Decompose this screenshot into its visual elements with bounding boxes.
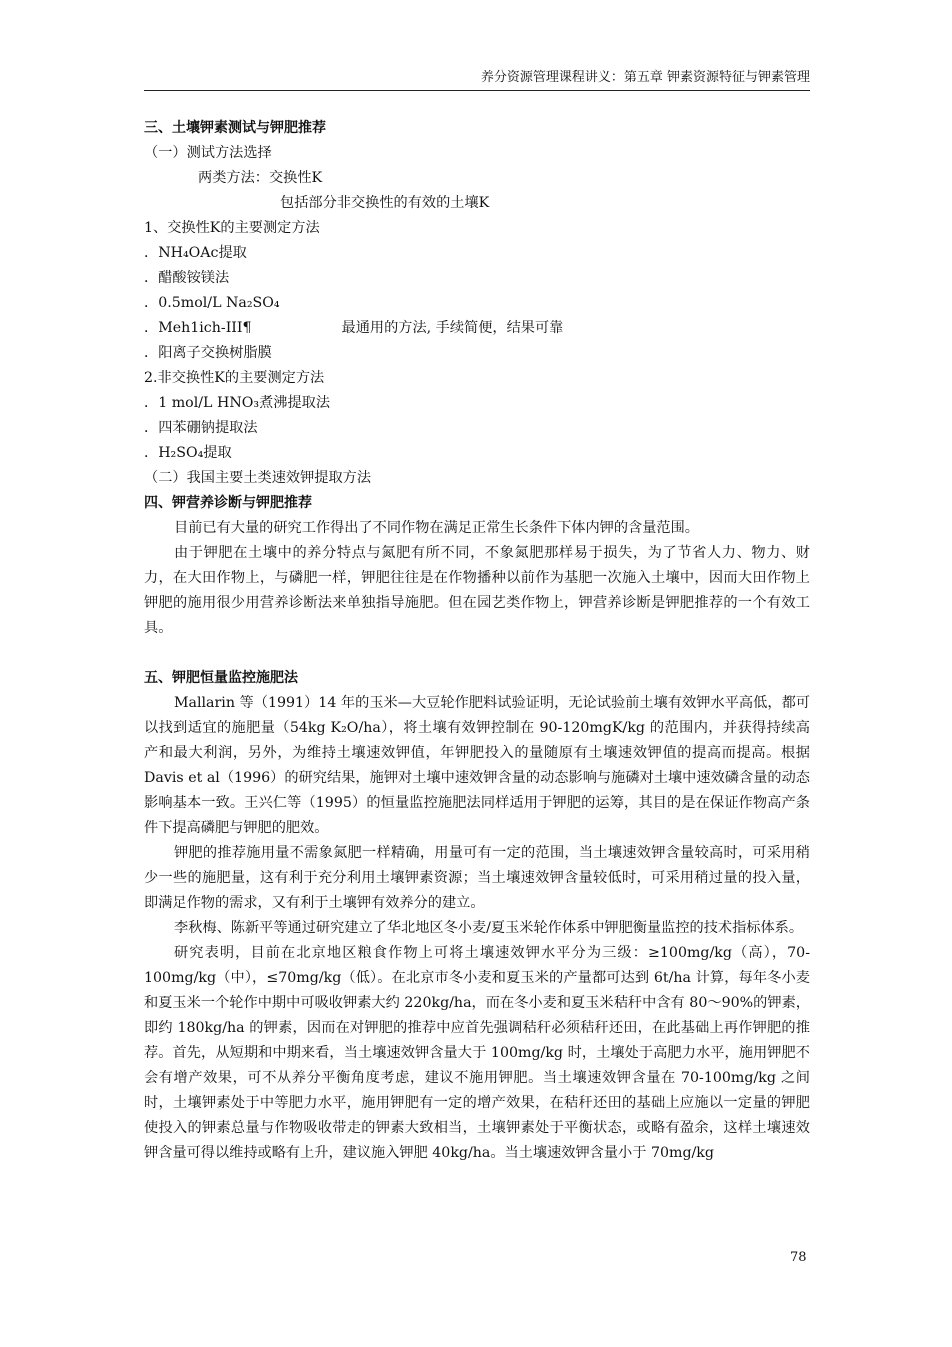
two-methods: 两类方法：交换性K bbox=[198, 170, 323, 186]
section-5-paragraph-1: Mallarin 等（1991）14 年的玉米—大豆轮作肥料试验证明，无论试验前土壤有效钾水平高低，都可以找到适宜的施肥量（54kg K₂O/ha），将土壤有效钾控制在 90-120mgK/kg 的范围内，并获得持续高产和最大利润，另外，为维持土壤速效钾值，年钾肥投入的量随原有土壤速效钾值的提高而提高。根据 Davis et al（1996）的研究结果，施钾对土壤中速效钾含量的动态影响与施磷对土壤中速效磷含量的动态影响基本一致。王兴仁等（1995）的恒量监控施肥法同样适用于钾肥的运筹，其目的是在保证作物高产条件下提高磷肥与钾肥的肥效。 bbox=[144, 695, 810, 836]
item-2-heading: 2.非交换性K的主要测定方法 bbox=[144, 370, 325, 386]
section-5-paragraph-3: 李秋梅、陈新平等通过研究建立了华北地区冬小麦/夏玉米轮作体系中钾肥衡量监控的技术指标体系。 bbox=[174, 920, 804, 936]
section-4-paragraph-2: 由于钾肥在土壤中的养分特点与氮肥有所不同，不象氮肥那样易于损失，为了节省人力、物力、财力，在大田作物上，与磷肥一样，钾肥往往是在作物播种以前作为基肥一次施入土壤中，因而大田作物上钾肥的施用很少用营养诊断法来单独指导施肥。但在园艺类作物上，钾营养诊断是钾肥推荐的一个有效工具。 bbox=[144, 545, 810, 636]
section-5-title: 五、钾肥恒量监控施肥法 bbox=[144, 670, 298, 686]
spacer bbox=[144, 641, 810, 666]
subsection-2: （二）我国主要土类速效钾提取方法 bbox=[144, 470, 372, 486]
method-h2so4: ．H₂SO₄提取 bbox=[144, 445, 232, 461]
includes-note: 包括部分非交换性的有效的土壤K bbox=[280, 195, 490, 211]
method-hno3: ．1 mol/L HNO₃煮沸提取法 bbox=[144, 395, 331, 411]
page-number: 78 bbox=[790, 1250, 807, 1265]
subsection-1: （一）测试方法选择 bbox=[144, 145, 272, 161]
document-body bbox=[144, 116, 810, 1166]
method-nh4oac: ．NH₄OAc提取 bbox=[144, 245, 247, 261]
section-5-paragraph-4: 研究表明，目前在北京地区粮食作物上可将土壤速效钾水平分为三级：≥100mg/kg（高），70-100mg/kg（中），≤70mg/kg（低）。在北京市冬小麦和夏玉米的产量都可达到 6t/ha 计算，每年冬小麦和夏玉米一个轮作中期中可吸收钾素大约 220kg/ha，而在冬小麦和夏玉米秸秆中含有 80～90%的钾素，即约 180kg/ha 的钾素，因而在对钾肥的推荐中应首先强调秸秆必须秸秆还田，在此基础上再作钾肥的推荐。首先，从短期和中期来看，当土壤速效钾含量大于 100mg/kg 时，土壤处于高肥力水平，施用钾肥不会有增产效果，可不从养分平衡角度考虑，建议不施用钾肥。当土壤速效钾含量在 70-100mg/kg 之间时，土壤钾素处于中等肥力水平，施用钾肥有一定的增产效果，在秸秆还田的基础上应施以一定量的钾肥使投入的钾素总量与作物吸收带走的钾素大致相当，土壤钾素处于平衡状态，或略有盈余，这样土壤速效钾含量可得以维持或略有上升，建议施入钾肥 40kg/ha。当土壤速效钾含量小于 70mg/kg bbox=[144, 945, 810, 1161]
method-ammonium-acetate-mg: ．醋酸铵镁法 bbox=[144, 270, 230, 286]
section-4-paragraph-1: 目前已有大量的研究工作得出了不同作物在满足正常生长条件下体内钾的含量范围。 bbox=[174, 520, 699, 536]
method-mehlich-label: ．Meh1ich-III¶ bbox=[144, 320, 252, 336]
method-mehlich-note: 最通用的方法, 手续简便，结果可靠 bbox=[341, 320, 564, 336]
page-header bbox=[144, 70, 810, 91]
method-na2so4: ．0.5mol/L Na₂SO₄ bbox=[144, 295, 280, 311]
section-4-title: 四、钾营养诊断与钾肥推荐 bbox=[144, 495, 312, 511]
method-tetraphenylborate: ．四苯硼钠提取法 bbox=[144, 420, 258, 436]
section-3-title: 三、土壤钾素测试与钾肥推荐 bbox=[144, 120, 326, 136]
method-resin-membrane: ．阳离子交换树脂膜 bbox=[144, 345, 272, 361]
method-mehlich bbox=[144, 316, 810, 341]
item-1-heading: 1、交换性K的主要测定方法 bbox=[144, 220, 320, 236]
section-5-paragraph-2: 钾肥的推荐施用量不需象氮肥一样精确，用量可有一定的范围，当土壤速效钾含量较高时，可采用稍少一些的施肥量，这有利于充分利用土壤钾素资源；当土壤速效钾含量较低时，可采用稍过量的投入量，即满足作物的需求，又有利于土壤钾有效养分的建立。 bbox=[144, 845, 810, 911]
header-text: 养分资源管理课程讲义：第五章 钾素资源特征与钾素管理 bbox=[480, 70, 810, 85]
